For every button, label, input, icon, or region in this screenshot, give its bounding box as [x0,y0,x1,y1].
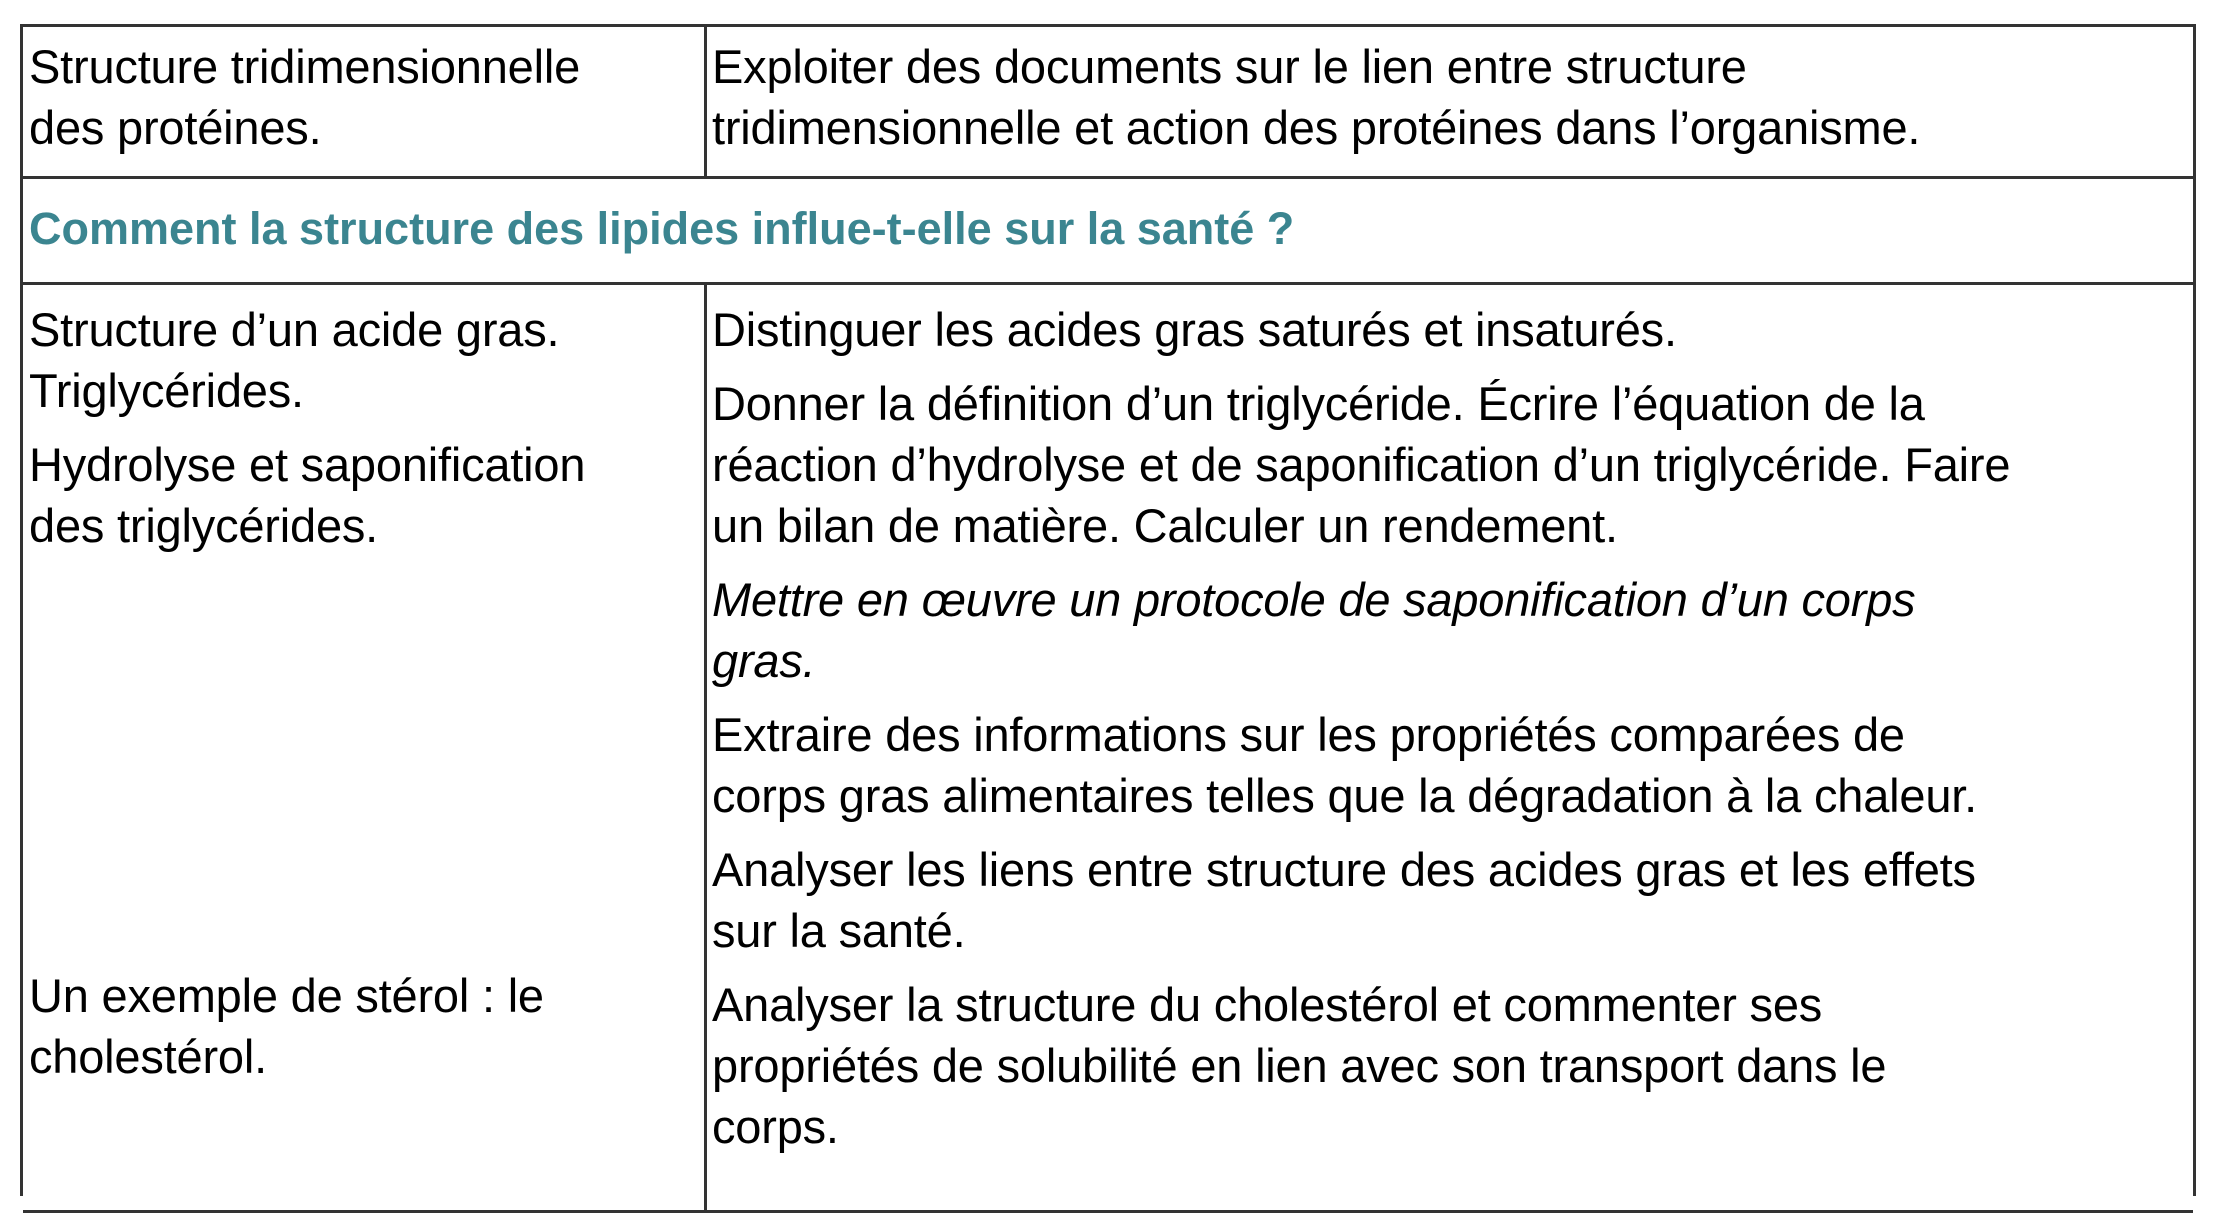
notion-cell-sterol [29,965,699,1087]
table-row-section-heading [23,179,2193,285]
notion-line: Triglycérides. [29,364,304,417]
notion-line: cholestérol. [29,1030,267,1083]
skill-paragraph [712,373,2194,556]
section-heading-lipids: Comment la structure des lipides influe-t-elle sur la santé ? [29,203,1295,254]
notion-line: Structure tridimensionnelle [29,40,581,93]
skill-line: Analyser la structure du cholestérol et commenter ses [712,978,1823,1031]
skill-line: réaction d’hydrolyse et de saponification d’un triglycéride. Faire [712,438,2011,491]
notion-line: des triglycérides. [29,499,379,552]
skill-line: corps gras alimentaires telles que la dégradation à la chaleur. [712,769,1977,822]
table-row-lipids [23,285,2193,1213]
skill-cell-lipids [712,299,2194,1157]
skill-paragraph [712,299,2194,360]
skill-line: sur la santé. [712,904,966,957]
notion-cell-lipids [29,299,699,556]
skill-paragraph [712,839,2194,961]
skill-line: Mettre en œuvre un protocole de saponification d’un corps [712,573,1916,626]
skill-line: Analyser les liens entre structure des acides gras et les effets [712,843,1976,896]
skill-line: Donner la définition d’un triglycéride. Écrire l’équation de la [712,377,1925,430]
column-divider [704,27,707,176]
skill-line: Extraire des informations sur les propriétés comparées de [712,708,1905,761]
skill-line: Distinguer les acides gras saturés et insaturés. [712,303,1677,356]
skill-line: propriétés de solubilité en lien avec son transport dans le [712,1039,1887,1092]
notion-line: Hydrolyse et saponification [29,438,586,491]
skill-paragraph [712,974,2194,1157]
skill-line: Exploiter des documents sur le lien entre structure [712,40,1747,93]
skill-line: gras. [712,634,816,687]
skill-line: un bilan de matière. Calculer un rendement. [712,499,1618,552]
notion-line: des protéines. [29,101,322,154]
column-divider [704,285,707,1210]
table-row-proteins [23,27,2193,179]
notion-line: Un exemple de stérol : le [29,969,544,1022]
skill-line: tridimensionnelle et action des protéines dans l’organisme. [712,101,1921,154]
notion-line: Structure d’un acide gras. [29,303,560,356]
skill-cell-proteins [712,36,2194,158]
notion-cell-proteins [29,36,699,158]
skill-paragraph-practical [712,569,2194,691]
curriculum-table [20,24,2196,1196]
skill-line: corps. [712,1100,839,1153]
skill-paragraph [712,704,2194,826]
